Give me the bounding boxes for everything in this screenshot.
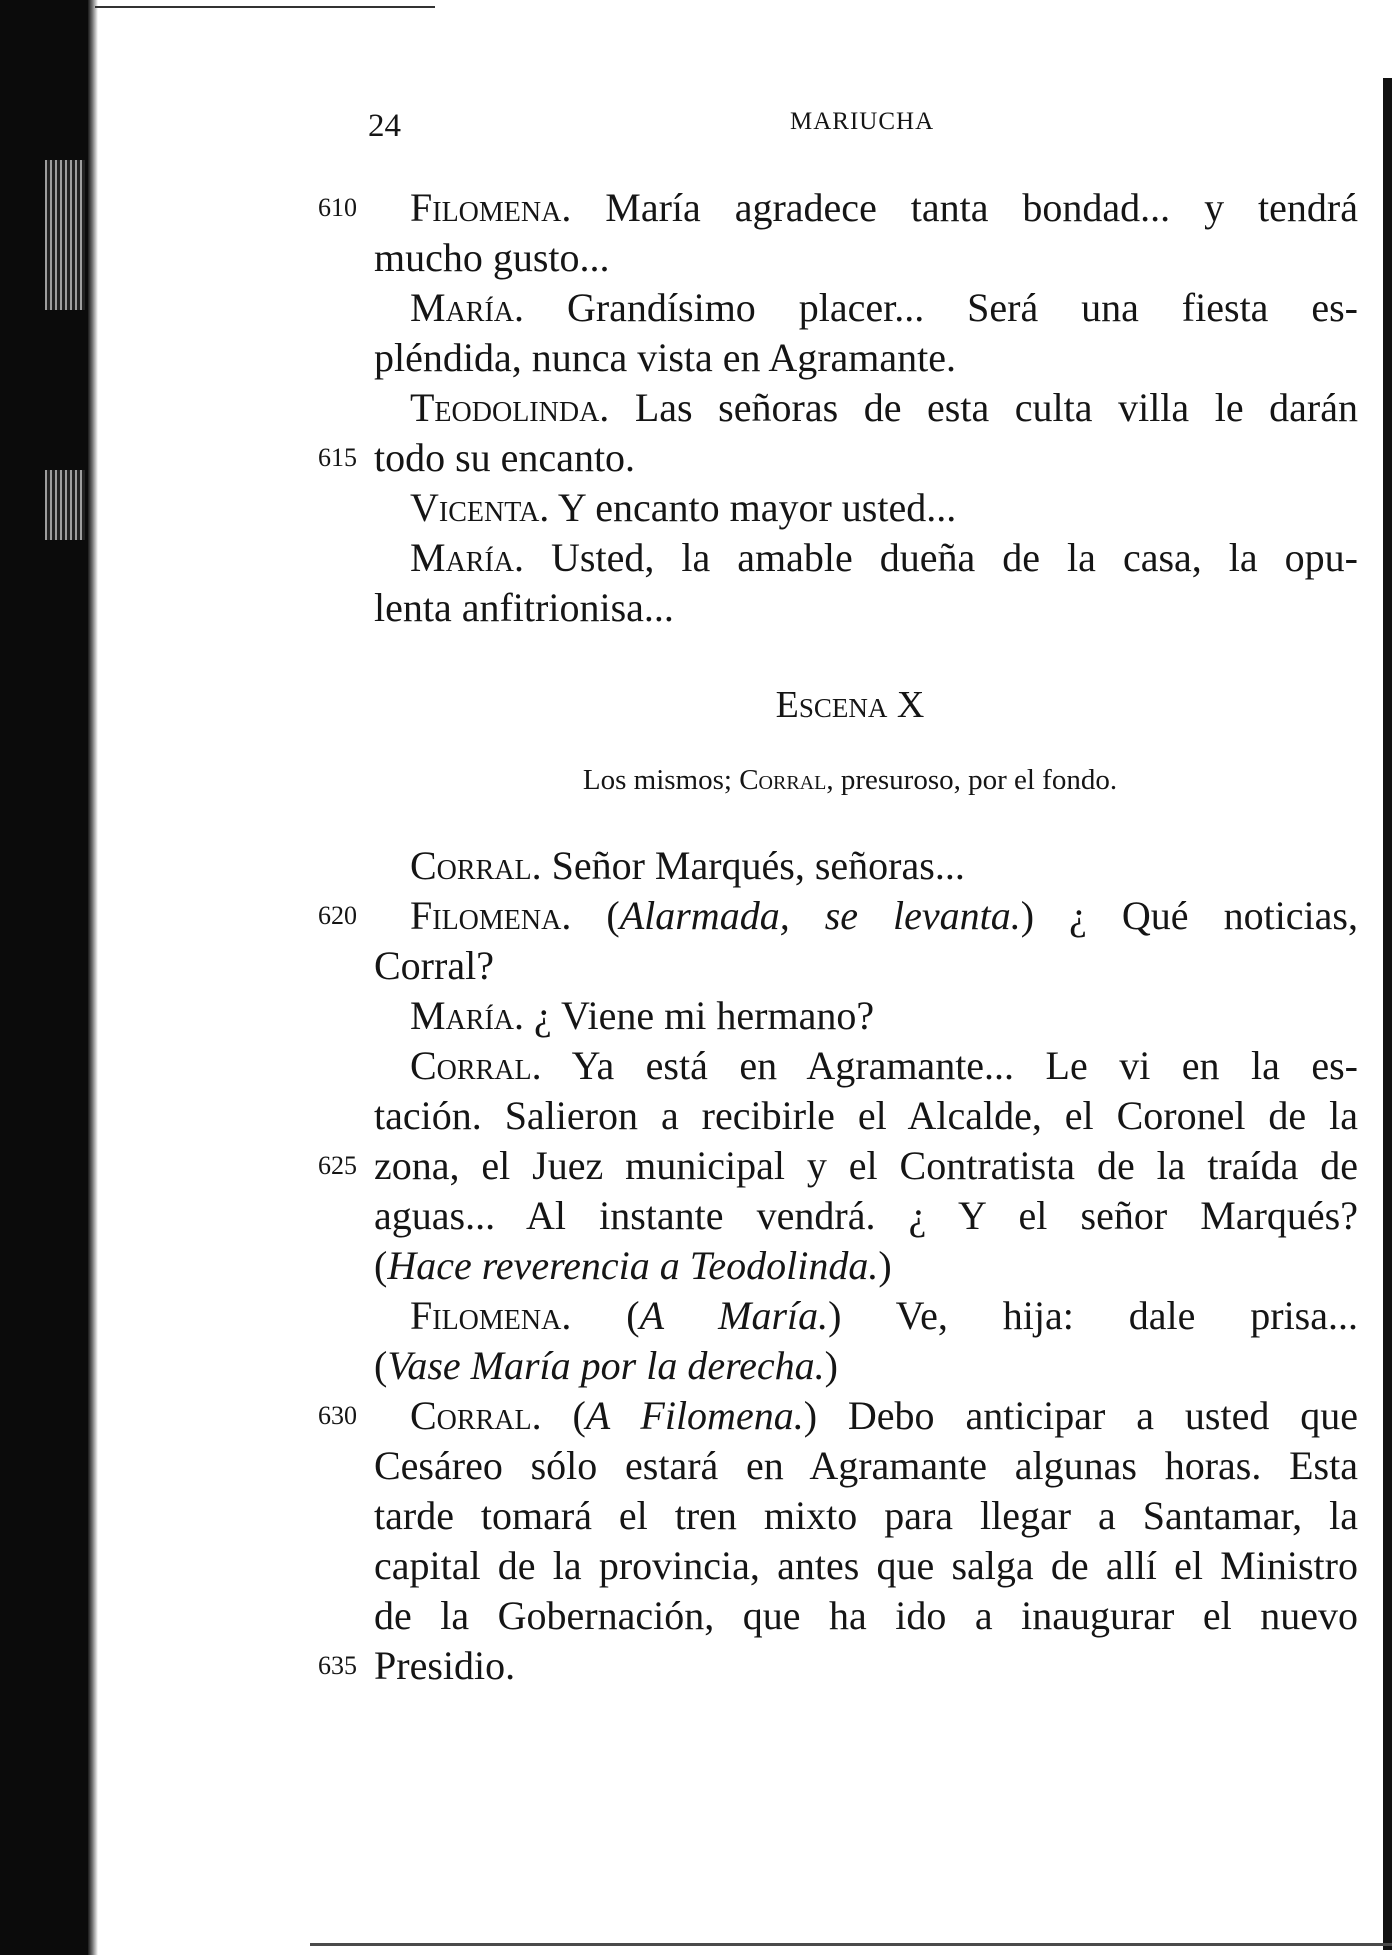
speech-text: María agradece tanta bondad... y tendrá <box>571 185 1358 230</box>
text-line <box>374 1491 1358 1541</box>
speech-text: tarde tomará el tren mixto para llegar a Santamar, la <box>374 1493 1358 1538</box>
speech-text: todo su encanto. <box>374 435 636 480</box>
page-number: 24 <box>368 108 401 144</box>
text-line <box>374 1091 1358 1141</box>
scene-heading <box>0 680 1400 730</box>
speaker-name: Filomena. <box>410 185 572 230</box>
speech-text: Las señoras de esta culta villa le darán <box>609 385 1358 430</box>
text-line <box>374 1141 1358 1191</box>
stage-direction-italic: Hace reverencia a Teodolinda. <box>387 1243 879 1288</box>
text-line <box>374 1341 1358 1391</box>
speech-text: ) Debo anticipar a usted que <box>803 1393 1358 1438</box>
speaker-name: María. <box>410 993 525 1038</box>
speaker-name: Filomena. <box>410 1293 572 1338</box>
speech-text: mucho gusto... <box>374 235 610 280</box>
text-line <box>374 483 1358 533</box>
speech-text: Ya está en Agramante... Le vi en la es- <box>541 1043 1358 1088</box>
line-number-625: 625 <box>318 1151 357 1180</box>
speaker-name: María. <box>410 285 525 330</box>
speech-text: Grandísimo placer... Será una fiesta es- <box>524 285 1358 330</box>
text-line <box>374 333 1358 383</box>
speech-text: Señor Marqués, señoras... <box>541 843 965 888</box>
speaker-name: Corral. <box>410 843 542 888</box>
text-line <box>374 383 1358 433</box>
speech-text: ( <box>374 1343 388 1388</box>
speech-text: ( <box>374 1243 388 1288</box>
text-line <box>374 1591 1358 1641</box>
text-line <box>374 991 1358 1041</box>
top-edge-line <box>95 6 435 8</box>
speech-text: ) ¿ Qué noticias, <box>1020 893 1358 938</box>
speech-text: ) Ve, hija: dale prisa... <box>828 1293 1358 1338</box>
stage-direction-name: Corral <box>739 764 827 796</box>
spine-texture <box>45 160 85 310</box>
text-line <box>374 1641 1358 1691</box>
text-line <box>374 1441 1358 1491</box>
scene-number: X <box>887 684 925 726</box>
speech-text: capital de la provincia, antes que salga de allí el Ministro <box>374 1543 1358 1588</box>
line-number-615: 615 <box>318 443 357 472</box>
stage-direction <box>0 760 1400 800</box>
speaker-name: Filomena. <box>410 893 572 938</box>
speech-text: Cesáreo sólo estará en Agramante algunas horas. Esta <box>374 1443 1358 1488</box>
bottom-margin-rule <box>310 1943 1392 1946</box>
speech-text: tación. Salieron a recibirle el Alcalde, el Coronel de la <box>374 1093 1358 1138</box>
stage-direction-italic: A María. <box>639 1293 829 1338</box>
text-line <box>374 1191 1358 1241</box>
text-line <box>374 283 1358 333</box>
stage-direction-italic: Alarmada, se levanta. <box>619 893 1021 938</box>
speaker-name: Vicenta. <box>410 485 550 530</box>
speech-text: ) <box>824 1343 838 1388</box>
speech-text: ) <box>878 1243 892 1288</box>
stage-direction-text: , presuroso, por el fondo. <box>826 764 1118 796</box>
text-line <box>374 183 1358 233</box>
stage-direction-italic: Vase María por la derecha. <box>387 1343 825 1388</box>
speaker-name: Corral. <box>410 1393 542 1438</box>
text-line <box>374 941 1358 991</box>
text-line <box>374 1241 1358 1291</box>
right-margin-rule <box>1383 78 1392 1950</box>
text-line <box>374 1041 1358 1091</box>
text-line <box>374 841 1358 891</box>
speech-text: ( <box>571 1293 640 1338</box>
speech-text: Corral? <box>374 943 494 988</box>
speech-text: ¿ Viene mi hermano? <box>524 993 875 1038</box>
speech-text: de la Gobernación, que ha ido a inaugurar el nuevo <box>374 1593 1358 1638</box>
running-title: MARIUCHA <box>790 108 935 135</box>
page-edge-gradient <box>88 0 98 1955</box>
spine-texture <box>45 470 85 540</box>
text-line <box>374 891 1358 941</box>
speech-text: ( <box>571 893 620 938</box>
text-line <box>374 1391 1358 1441</box>
line-number-635: 635 <box>318 1651 357 1680</box>
speech-text: lenta anfitrionisa... <box>374 585 674 630</box>
speaker-name: María. <box>410 535 525 580</box>
text-line <box>374 1291 1358 1341</box>
speech-text: aguas... Al instante vendrá. ¿ Y el señor Marqués? <box>374 1193 1358 1238</box>
text-line <box>374 233 1358 283</box>
text-line <box>374 1541 1358 1591</box>
speech-text: Usted, la amable dueña de la casa, la opu- <box>524 535 1358 580</box>
scene-word: Escena <box>775 684 888 726</box>
speech-text: pléndida, nunca vista en Agramante. <box>374 335 957 380</box>
line-number-630: 630 <box>318 1401 357 1430</box>
speech-text: zona, el Juez municipal y el Contratista de la traída de <box>374 1143 1358 1188</box>
stage-direction-italic: A Filomena. <box>585 1393 804 1438</box>
speech-text: Y encanto mayor usted... <box>549 485 957 530</box>
speaker-name: Teodolinda. <box>410 385 610 430</box>
line-number-610: 610 <box>318 193 357 222</box>
speech-text: Presidio. <box>374 1643 516 1688</box>
text-line <box>374 533 1358 583</box>
text-line <box>374 583 1358 633</box>
line-number-620: 620 <box>318 901 357 930</box>
text-line <box>374 433 1358 483</box>
speaker-name: Corral. <box>410 1043 542 1088</box>
speech-text: ( <box>541 1393 586 1438</box>
stage-direction-text: Los mismos; <box>582 764 740 796</box>
